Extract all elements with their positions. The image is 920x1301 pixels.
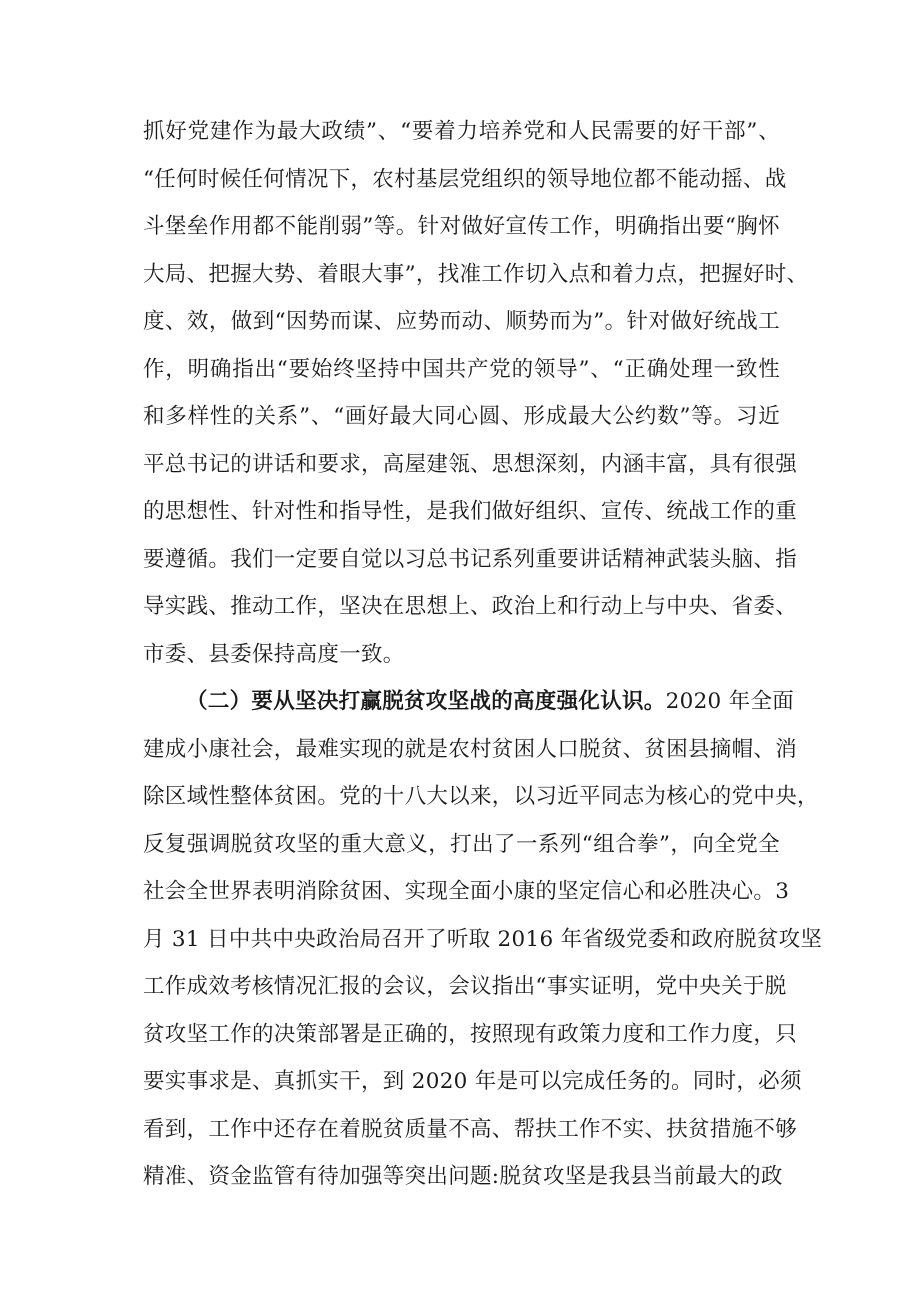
text-line: 作，明确指出“要始终坚持中国共产党的领导”、“正确处理一致性 — [143, 356, 780, 382]
text-line: 贫攻坚工作的决策部署是正确的，按照现有政策力度和工作力度，只 — [143, 1021, 798, 1047]
paragraph-leadership — [143, 108, 809, 678]
text-line: 导实践、推动工作，坚决在思想上、政治上和行动上与中央、省委、 — [143, 594, 798, 619]
text-line: 工作成效考核情况汇报的会议，会议指出“事实证明，党中央关于脱 — [143, 974, 787, 999]
text-line: 看到，工作中还存在着脱贫质量不高、帮扶工作不实、扶贫措施不够 — [143, 1116, 798, 1142]
text-line: 的思想性、针对性和指导性，是我们做好组织、宣传、统战工作的重 — [143, 499, 798, 524]
paragraph-poverty-alleviation — [143, 678, 823, 1201]
document-page — [143, 108, 823, 1201]
text-line-with-heading — [143, 678, 795, 726]
text-line: 度、效，做到“因势而谋、应势而动、顺势而为”。针对做好统战工 — [143, 309, 780, 334]
section-heading: （二）要从坚决打赢脱贫攻坚战的高度强化认识。 — [186, 689, 666, 714]
text-line: 月 31 日中共中央政治局召开了听取 2016 年省级党委和政府脱贫攻坚 — [143, 926, 823, 952]
text-line: 斗堡垒作用都不能削弱”等。针对做好宣传工作，明确指出要“胸怀 — [143, 214, 780, 239]
text-line: 和多样性的关系”、“画好最大同心圆、形成最大公约数”等。习近 — [143, 404, 780, 429]
text-line: 要实事求是、真抓实干，到 2020 年是可以完成任务的。同时，必须 — [143, 1069, 802, 1094]
text-run: 2020 年全面 — [665, 689, 795, 714]
text-line: 抓好党建作为最大政绩”、“要着力培养党和人民需要的好干部”、 — [143, 119, 780, 144]
text-line: 精准、资金监管有待加强等突出问题:脱贫攻坚是我县当前最大的政 — [143, 1164, 783, 1189]
text-line: 平总书记的讲话和要求，高屋建瓴、思想深刻，内涵丰富，具有很强 — [143, 451, 798, 477]
text-line: 除区域性整体贫困。党的十八大以来，以习近平同志为核心的党中央， — [143, 784, 819, 809]
text-line: 要遵循。我们一定要自觉以习总书记系列重要讲话精神武装头脑、指 — [143, 546, 798, 572]
text-line: 市委、县委保持高度一致。 — [143, 641, 405, 667]
text-line: “任何时候任何情况下，农村基层党组织的领导地位都不能动摇、战 — [143, 166, 787, 192]
text-line: 建成小康社会，最难实现的就是农村贫困人口脱贫、贫困县摘帽、消 — [143, 736, 798, 762]
text-line: 反复强调脱贫攻坚的重大意义，打出了一系列“组合拳”，向全党全 — [143, 831, 780, 857]
text-line: 社会全世界表明消除贫困、实现全面小康的坚定信心和必胜决心。3 — [143, 879, 790, 904]
text-line: 大局、把握大势、着眼大事”，找准工作切入点和着力点，把握好时、 — [143, 261, 809, 287]
